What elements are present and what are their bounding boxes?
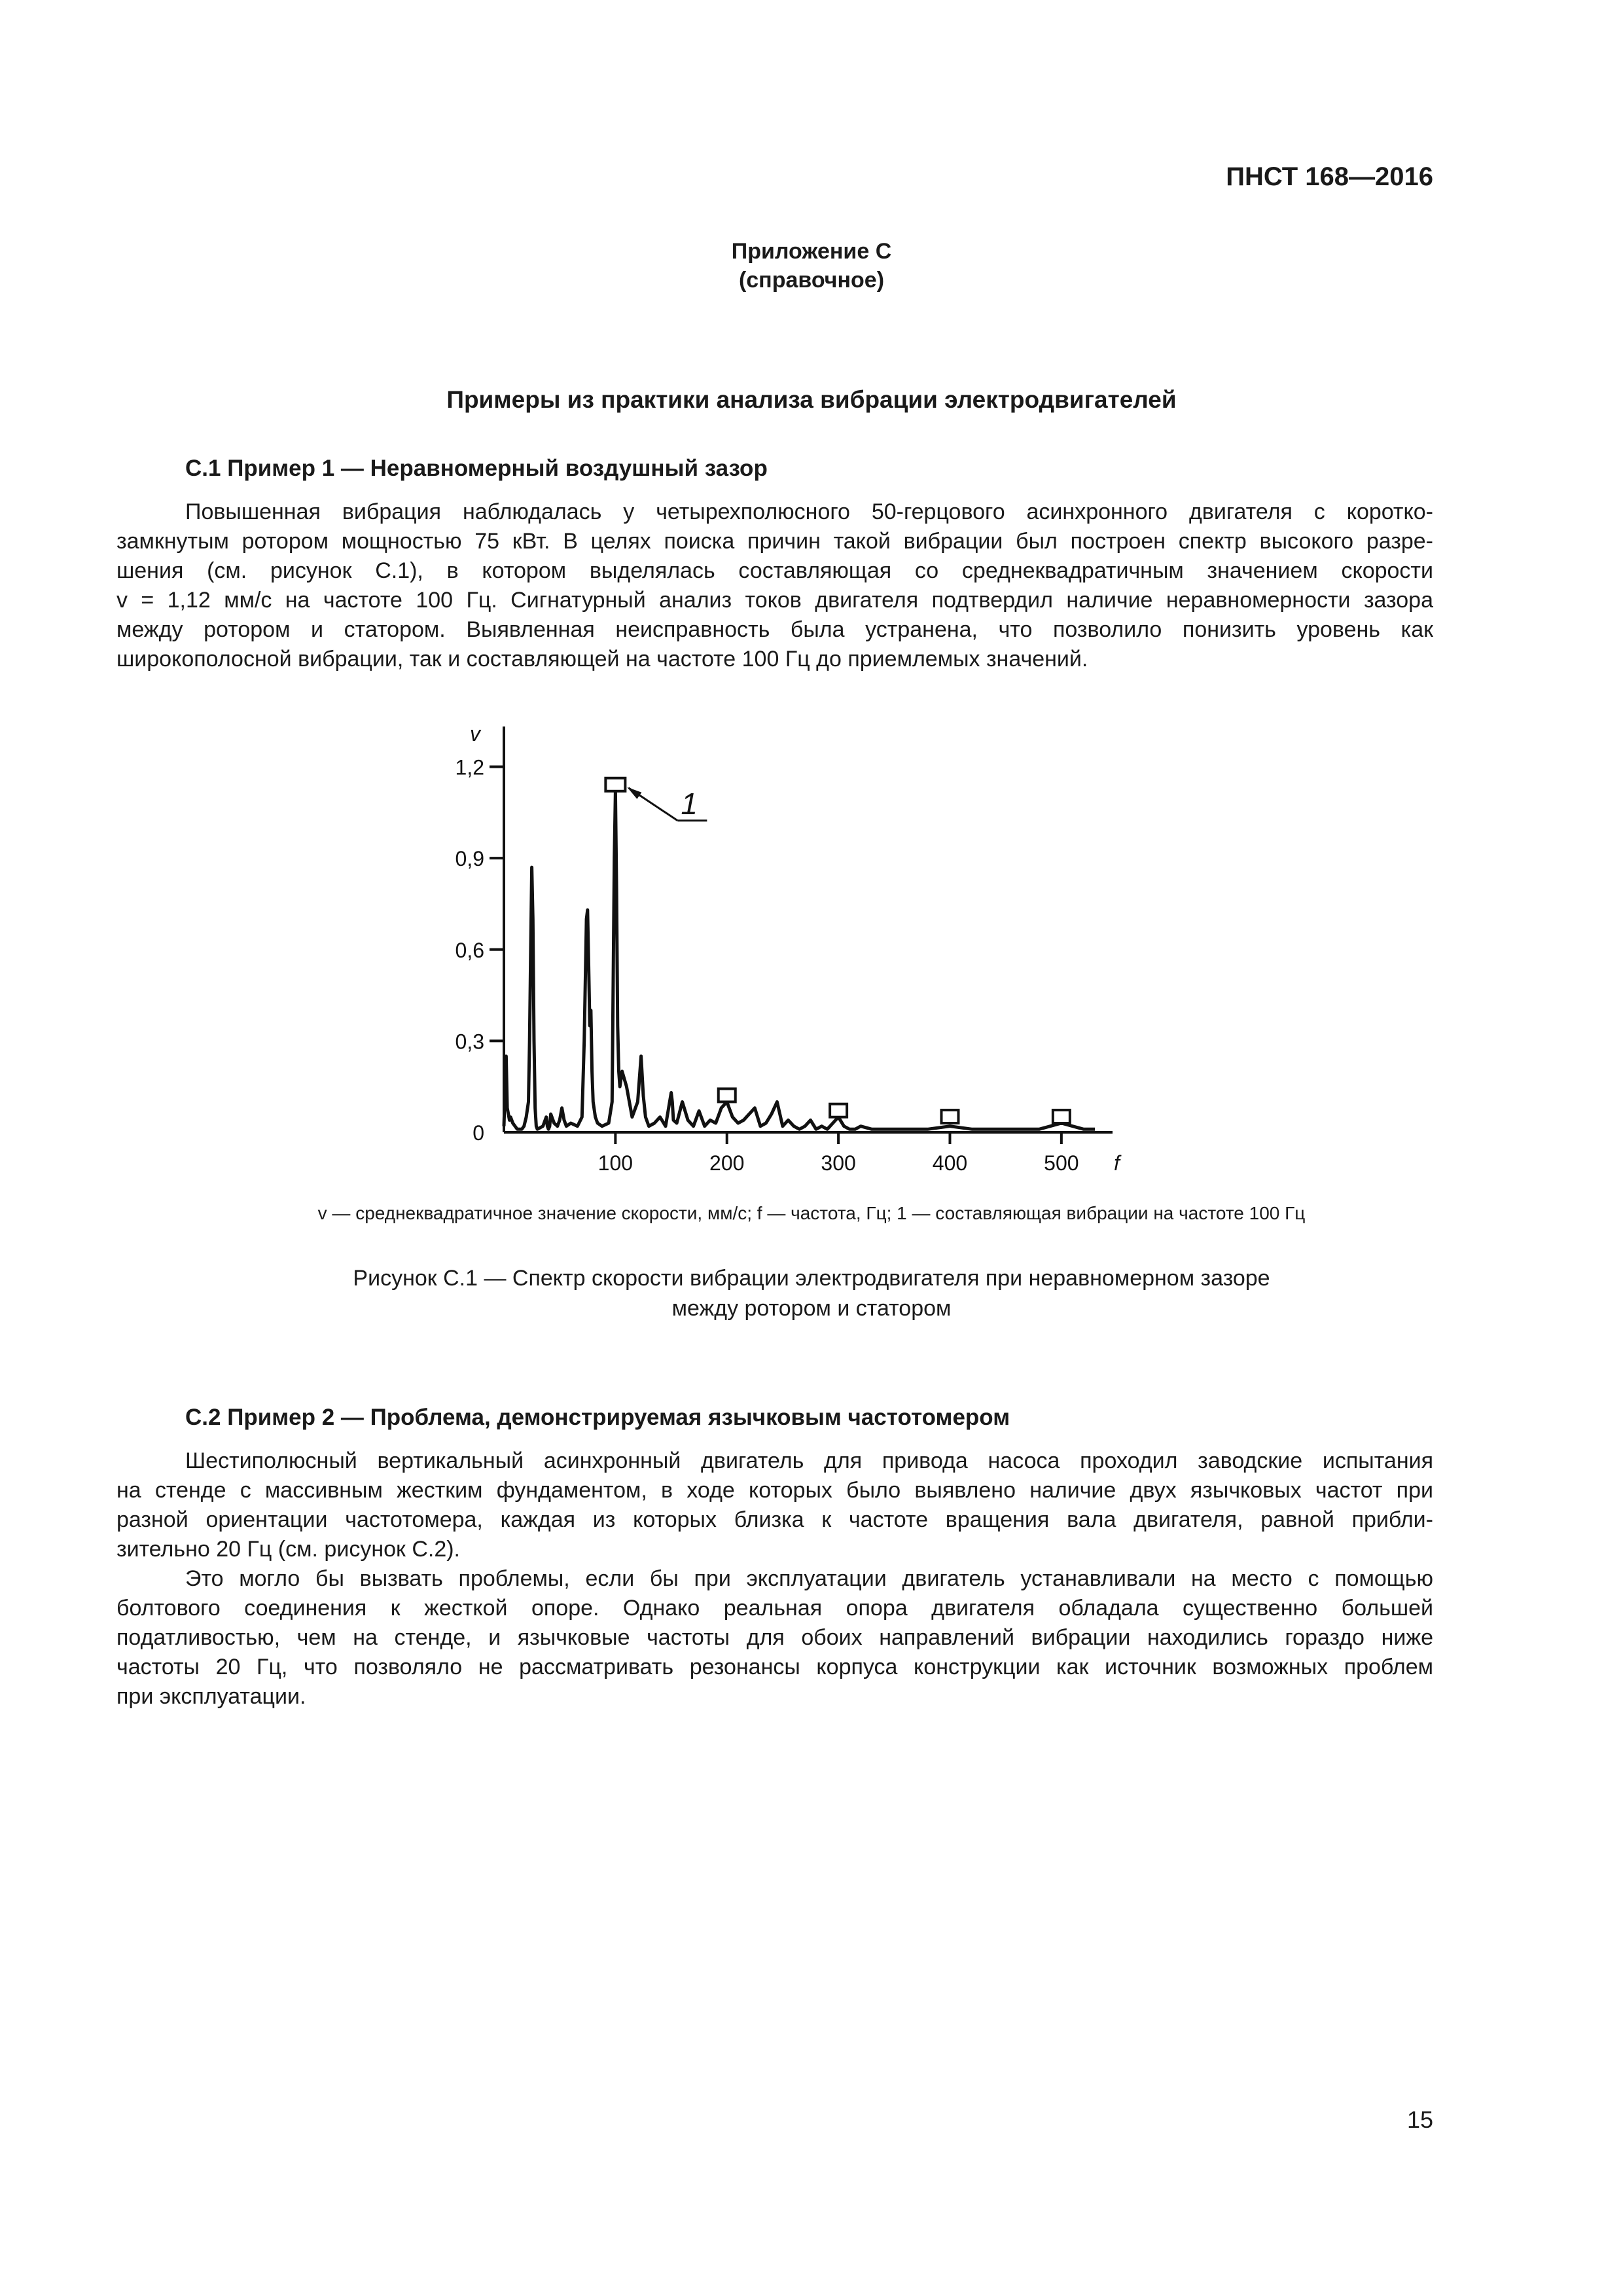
marker-square [1053, 1110, 1070, 1123]
paragraph-line: Шестиполюсный вертикальный асинхронный двигатель для привода насоса проходил заводские испытания [185, 1448, 1433, 1473]
paragraph-line: разной ориентации частотомера, каждая из которых близка к частоте вращения вала двигателя, равной прибли- [116, 1507, 1433, 1532]
paragraph-line: на стенде с массивным жестким фундаментом, в ходе которых было выявлено наличие двух язычковых частот при [116, 1478, 1433, 1503]
y-tick-label: 0,3 [455, 1030, 484, 1054]
appendix-heading [0, 237, 1623, 295]
vibration-spectrum-chart [393, 707, 1178, 1191]
paragraph-line: зительно 20 Гц (см. рисунок С.2). [116, 1537, 461, 1562]
y-tick-label: 0,6 [455, 938, 484, 962]
figure-caption-line: Рисунок С.1 — Спектр скорости вибрации электродвигателя при неравномерном зазоре [353, 1266, 1270, 1291]
spectrum-series-line [504, 791, 1095, 1130]
y-tick-label: 0,9 [455, 847, 484, 871]
y-tick-label: 0 [473, 1121, 484, 1145]
paragraph-line: Это могло бы вызвать проблемы, если бы при эксплуатации двигатель устанавливали на место с помощью [185, 1566, 1433, 1591]
chart-ticks [455, 756, 1079, 1175]
paragraph-line: широкополосной вибрации, так и составляющей на частоте 100 Гц до приемлемых значений. [116, 647, 1088, 672]
paragraph-line: болтового соединения к жесткой опоре. Однако реальная опора двигателя обладала существенно большей [116, 1596, 1433, 1621]
paragraph-line: между ротором и статором. Выявленная неисправность была устранена, что позволило понизить уровень как [116, 617, 1433, 642]
section-2-paragraph-1 [116, 1446, 1433, 1564]
paragraph-line: замкнутым ротором мощностью 75 кВт. В целях поиска причин такой вибрации был построен спектр высокого разре- [116, 529, 1433, 554]
marker-square [941, 1110, 958, 1123]
paragraph-line: податливостью, чем на стенде, и язычковые частоты для обоих направлений вибрации находились гораздо ниже [116, 1625, 1433, 1650]
y-tick-label: 1,2 [455, 755, 484, 780]
annotation-arrowhead [627, 787, 641, 799]
chart-axes [470, 722, 1122, 1175]
x-tick-label: 200 [709, 1151, 745, 1175]
page-number: 15 [1406, 2106, 1433, 2133]
x-tick-label: 300 [821, 1151, 856, 1175]
section-2-title: С.2 Пример 2 — Проблема, демонстрируемая язычковым частотомером [185, 1405, 1010, 1430]
chart-annotation [627, 787, 707, 821]
marker-square [830, 1104, 847, 1117]
paragraph-line: частоты 20 Гц, что позволяло не рассматривать резонансы корпуса конструкции как источник возможных проблем [116, 1655, 1433, 1679]
paragraph-line: v = 1,12 мм/с на частоте 100 Гц. Сигнатурный анализ токов двигателя подтвердил наличие неравномерности зазора [116, 588, 1433, 613]
appendix-title: Приложение С [731, 239, 892, 264]
section-2-paragraph-2 [116, 1564, 1433, 1712]
page-title: Примеры из практики анализа вибрации электродвигателей [446, 386, 1177, 413]
annotation-label: 1 [681, 786, 698, 821]
y-axis-label: v [470, 722, 480, 745]
x-tick-label: 100 [597, 1151, 633, 1175]
x-tick-label: 500 [1044, 1151, 1079, 1175]
appendix-subtitle: (справочное) [738, 268, 885, 293]
paragraph-line: при эксплуатации. [116, 1684, 306, 1709]
marker-square [719, 1088, 736, 1102]
section-1-title: С.1 Пример 1 — Неравномерный воздушный зазор [185, 456, 768, 481]
paragraph-line: шения (см. рисунок С.1), в котором выделялась составляющая со среднеквадратичным значением скорости [116, 558, 1433, 583]
figure-caption [0, 1263, 1623, 1323]
section-1-paragraph [116, 497, 1433, 674]
x-axis-label: f [1114, 1151, 1120, 1175]
figure-legend: v — среднеквадратичное значение скорости, мм/с; f — частота, Гц; 1 — составляющая вибрации на частоте 100 Гц [317, 1203, 1306, 1223]
x-tick-label: 400 [932, 1151, 968, 1175]
marker-square [605, 778, 625, 791]
document-code: ПНСТ 168—2016 [1226, 162, 1433, 191]
paragraph-line: Повышенная вибрация наблюдалась у четырехполюсного 50-герцового асинхронного двигателя с коротко- [185, 499, 1433, 524]
chart-markers [605, 778, 1069, 1123]
figure-caption-line: между ротором и статором [671, 1296, 952, 1321]
